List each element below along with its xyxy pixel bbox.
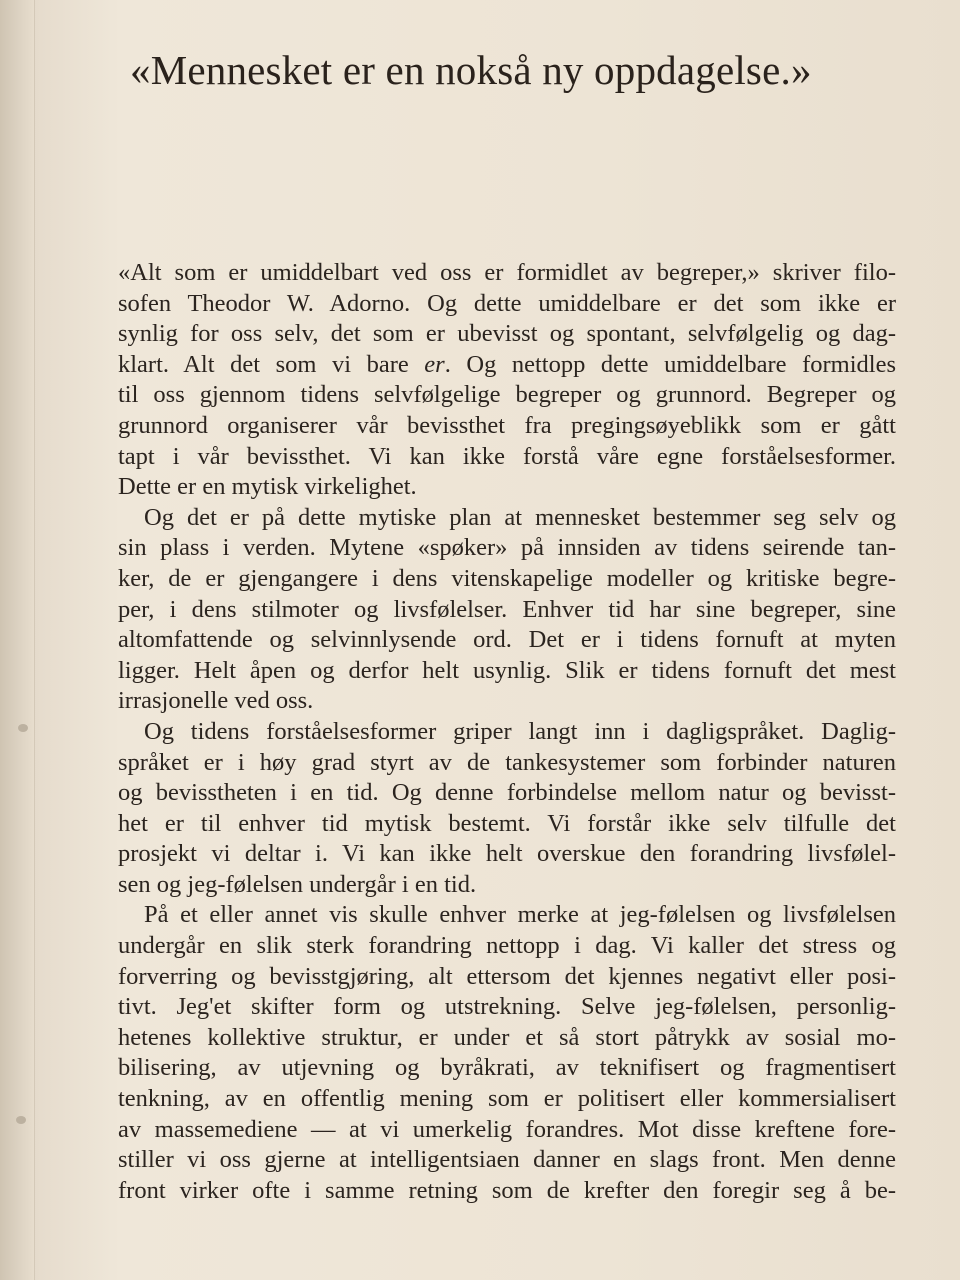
text-line: tapt i vår bevissthet. Vi kan ikke forstå våre egne forståelsesformer.	[118, 442, 896, 470]
chapter-title: «Mennesket er en nokså ny oppdagelse.»	[130, 47, 812, 93]
text-line: hetenes kollektive struktur, er under et så stort påtrykk av sosial mo-	[118, 1023, 896, 1051]
text-line: Dette er en mytisk virkelighet.	[118, 473, 417, 501]
text-line: stiller vi oss gjerne at intelligentsiaen danner en slags front. Men denne	[118, 1146, 896, 1174]
text-line: prosjekt vi deltar i. Vi kan ikke helt overskue den forandring livsfølel-	[118, 840, 896, 868]
text-line: irrasjonelle ved oss.	[118, 687, 314, 715]
text-line: Og tidens forståelsesformer griper langt inn i dagligspråket. Daglig-	[144, 717, 896, 745]
text-line: bilisering, av utjevning og byråkrati, av teknifisert og fragmentisert	[118, 1054, 896, 1082]
paragraph	[118, 503, 896, 717]
text-line: av massemediene — at vi umerkelig forandres. Mot disse kreftene fore-	[118, 1115, 896, 1143]
text-line: forverring og bevisstgjøring, alt ettersom det kjennes negativt eller posi-	[118, 962, 896, 990]
binding-mark	[16, 1116, 26, 1124]
text-line: tenkning, av en offentlig mening som er politisert eller kommersialisert	[118, 1085, 896, 1113]
text-line: per, i dens stilmoter og livsfølelser. Enhver tid har sine begreper, sine	[118, 595, 896, 623]
text-line: ligger. Helt åpen og derfor helt usynlig. Slik er tidens fornuft det mest	[118, 656, 896, 684]
paragraph	[118, 258, 896, 503]
text-line: altomfattende og selvinnlysende ord. Det er i tidens fornuft at myten	[118, 626, 896, 654]
text-line: sofen Theodor W. Adorno. Og dette umiddelbare er det som ikke er	[118, 289, 896, 317]
text-line: På et eller annet vis skulle enhver merke at jeg-følelsen og livsfølelsen	[144, 901, 896, 929]
text-line: tivt. Jeg'et skifter form og utstrekning. Selve jeg-følelsen, personlig-	[118, 993, 896, 1021]
paragraph	[118, 900, 896, 1206]
text-line: sen og jeg-følelsen undergår i en tid.	[118, 870, 477, 898]
paragraph	[118, 717, 896, 901]
text-line: «Alt som er umiddelbart ved oss er formidlet av begreper,» skriver filo-	[118, 259, 896, 286]
text-line: språket er i høy grad styrt av de tankesystemer som forbinder naturen	[118, 748, 896, 776]
text-line: sin plass i verden. Mytene «spøker» på innsiden av tidens seirende tan-	[118, 534, 896, 562]
text-line: synlig for oss selv, det som er ubevisst og spontant, selvfølgelig og dag-	[118, 320, 896, 348]
text-line: Og det er på dette mytiske plan at mennesket bestemmer seg selv og	[144, 503, 896, 531]
page-gutter	[0, 0, 35, 1280]
text-line: grunnord organiserer vår bevissthet fra pregingsøyeblikk som er gått	[118, 411, 896, 439]
text-line: undergår en slik sterk forandring nettopp i dag. Vi kaller det stress og	[118, 932, 896, 960]
text-line: front virker ofte i samme retning som de krefter den foregir seg å be-	[118, 1176, 896, 1204]
text-line: het er til enhver tid mytisk bestemt. Vi forstår ikke selv tilfulle det	[118, 809, 896, 837]
text-line: ker, de er gjengangere i dens vitenskapelige modeller og kritiske begre-	[118, 564, 896, 592]
binding-mark	[18, 724, 28, 732]
text-line: til oss gjennom tidens selvfølgelige begreper og grunnord. Begreper og	[118, 381, 896, 409]
body-text	[118, 258, 896, 1206]
text-line: klart. Alt det som vi bare er. Og nettopp dette umiddelbare formidles	[118, 350, 896, 378]
text-line: og bevisstheten i en tid. Og denne forbindelse mellom natur og bevisst-	[118, 779, 896, 807]
emphasis: er	[424, 350, 445, 378]
